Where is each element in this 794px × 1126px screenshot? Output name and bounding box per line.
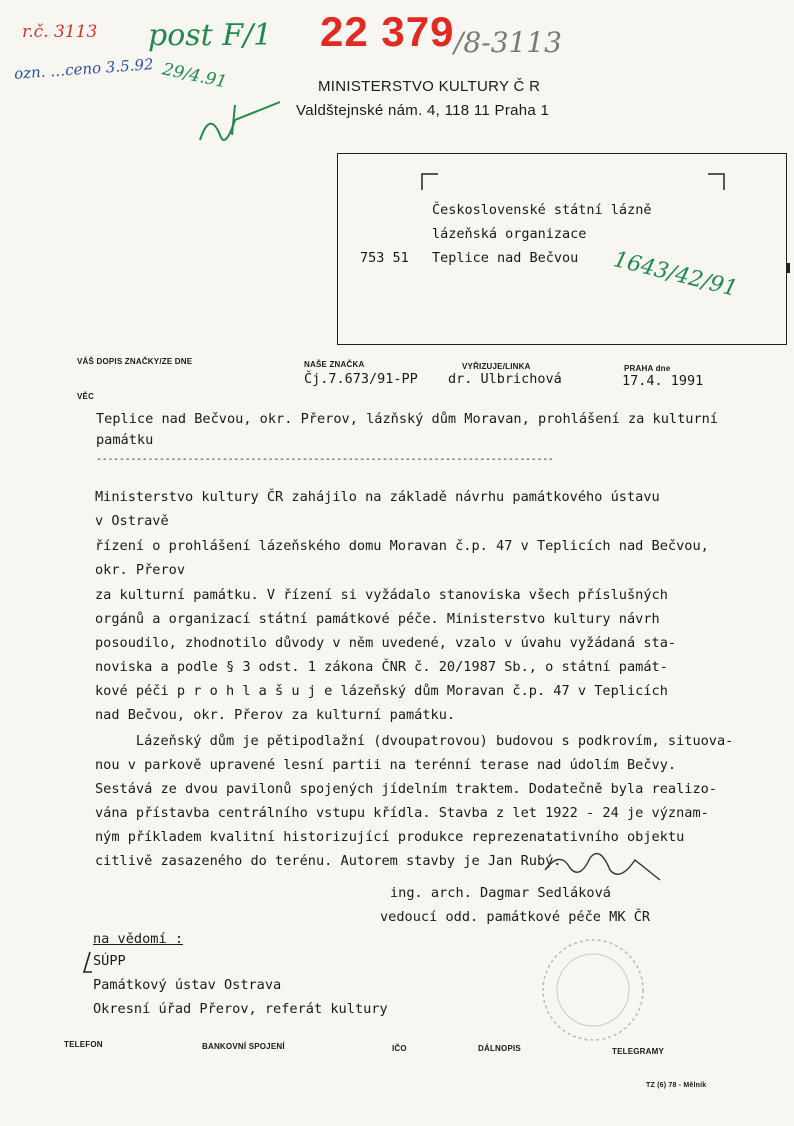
- recipient-line-1: Československé státní lázně: [432, 202, 652, 218]
- footer-bank-label: BANKOVNÍ SPOJENÍ: [202, 1042, 285, 1051]
- subject-label: VĚC: [77, 392, 95, 401]
- cc-item: SÚPP: [93, 953, 126, 969]
- body-line: kové péči p r o h l a š u j e lázeňský dům Moravan č.p. 47 v Teplicích: [95, 683, 668, 699]
- body-line: nad Bečvou, okr. Přerov za kulturní památku.: [95, 707, 456, 723]
- body-line: řízení o prohlášení lázeňského domu Moravan č.p. 47 v Teplicích nad Bečvou,: [95, 538, 709, 554]
- subject-line-2: památku: [96, 432, 154, 448]
- hole-punch-mark: [786, 263, 790, 273]
- handled-by-label: VYŘIZUJE/LINKA: [462, 362, 531, 371]
- date-label: PRAHA dne: [624, 364, 671, 373]
- your-letter-label: VÁŠ DOPIS ZNAČKY/ZE DNE: [77, 357, 193, 366]
- our-ref-label: NAŠE ZNAČKA: [304, 360, 365, 369]
- cc-label: na vědomí :: [93, 931, 184, 947]
- address-corner-mark-right: [706, 172, 726, 192]
- date-note-handwritten: 29/4.91: [160, 59, 229, 93]
- registry-stamp-number: 22 379: [320, 8, 455, 55]
- recipient-city: Teplice nad Bečvou: [432, 250, 579, 266]
- subject-line-1: Teplice nad Bečvou, okr. Přerov, lázňský dům Moravan, prohlášení za kulturní: [96, 411, 718, 427]
- footer-phone-label: TELEFON: [64, 1040, 103, 1049]
- official-round-stamp-icon: [538, 935, 648, 1045]
- initials-scribble-icon: [180, 80, 300, 150]
- recipient-postcode: 753 51: [360, 250, 409, 266]
- body-line: vána přístavba centrálního vstupu křídla. Stavba z let 1922 - 24 je význam-: [95, 805, 709, 821]
- handled-by-value: dr. Ulbrichová: [448, 371, 562, 387]
- body-line: Lázeňský dům je pětipodlažní (dvoupatrovou) budovou s podkrovím, situova-: [95, 733, 734, 749]
- ministry-name: MINISTERSTVO KULTURY Č R: [318, 78, 541, 95]
- cc-item: Okresní úřad Přerov, referát kultury: [93, 1001, 388, 1017]
- body-line: noviska a podle § 3 odst. 1 zákona ČNR č. 20/1987 Sb., o státní památ-: [95, 659, 668, 675]
- body-line: ným příkladem kvalitní historizující produkce reprezenatativního objektu: [95, 829, 685, 845]
- body-line: citlivě zasazeného do terénu. Autorem stavby je Jan Rubý.: [95, 853, 562, 869]
- footer-telegram-label: TELEGRAMY: [612, 1047, 665, 1056]
- signatory-name: ing. arch. Dagmar Sedláková: [390, 885, 611, 901]
- body-line: Ministerstvo kultury ČR zahájilo na základě návrhu památkového ústavu: [95, 489, 660, 505]
- subject-divider: --------------------------------------------------------------------------------: [96, 454, 554, 465]
- body-line: orgánů a organizací státní památkové péče. Ministerstvo kultury návrh: [95, 611, 660, 627]
- body-line: Sestává ze dvou pavilonů spojených jídelním traktem. Dodatečně byla realizo-: [95, 781, 717, 797]
- blue-note-handwritten: ozn. …ceno 3.5.92: [13, 55, 155, 83]
- cc-item: Památkový ústav Ostrava: [93, 977, 282, 993]
- recipient-line-2: lázeňská organizace: [432, 226, 587, 242]
- our-ref-value: Čj.7.673/91-PP: [304, 371, 418, 387]
- signature-scribble-icon: [540, 840, 670, 890]
- cc-bracket-mark: [80, 950, 94, 974]
- date-value: 17.4. 1991: [622, 373, 704, 389]
- address-corner-mark-left: [420, 172, 440, 192]
- footer-telex-label: DÁLNOPIS: [478, 1044, 521, 1053]
- footer-ico-label: IČO: [392, 1044, 407, 1053]
- registration-number-handwritten: r.č. 3113: [22, 22, 98, 42]
- body-line: nou v parkově upravené lesní partii na terénní terase nad údolím Bečvy.: [95, 757, 677, 773]
- body-line: v Ostravě: [95, 513, 169, 529]
- body-line: posoudilo, zhodnotilo důvody v něm uvedené, vzalo v úvahu vyžádaná sta-: [95, 635, 677, 651]
- archive-mark-handwritten: post F/1: [148, 18, 273, 53]
- footer-print-code: TZ (6) 78 - Mělník: [646, 1082, 707, 1089]
- signatory-title: vedoucí odd. památkové péče MK ČR: [380, 909, 651, 925]
- registry-stamp-suffix: /8-3113: [454, 26, 562, 59]
- body-line: okr. Přerov: [95, 562, 186, 578]
- ministry-address: Valdštejnské nám. 4, 118 11 Praha 1: [296, 102, 550, 119]
- body-line: za kulturní památku. V řízení si vyžádalo stanoviska všech příslušných: [95, 587, 668, 603]
- incoming-ref-handwritten: 1643/42/91: [610, 247, 740, 302]
